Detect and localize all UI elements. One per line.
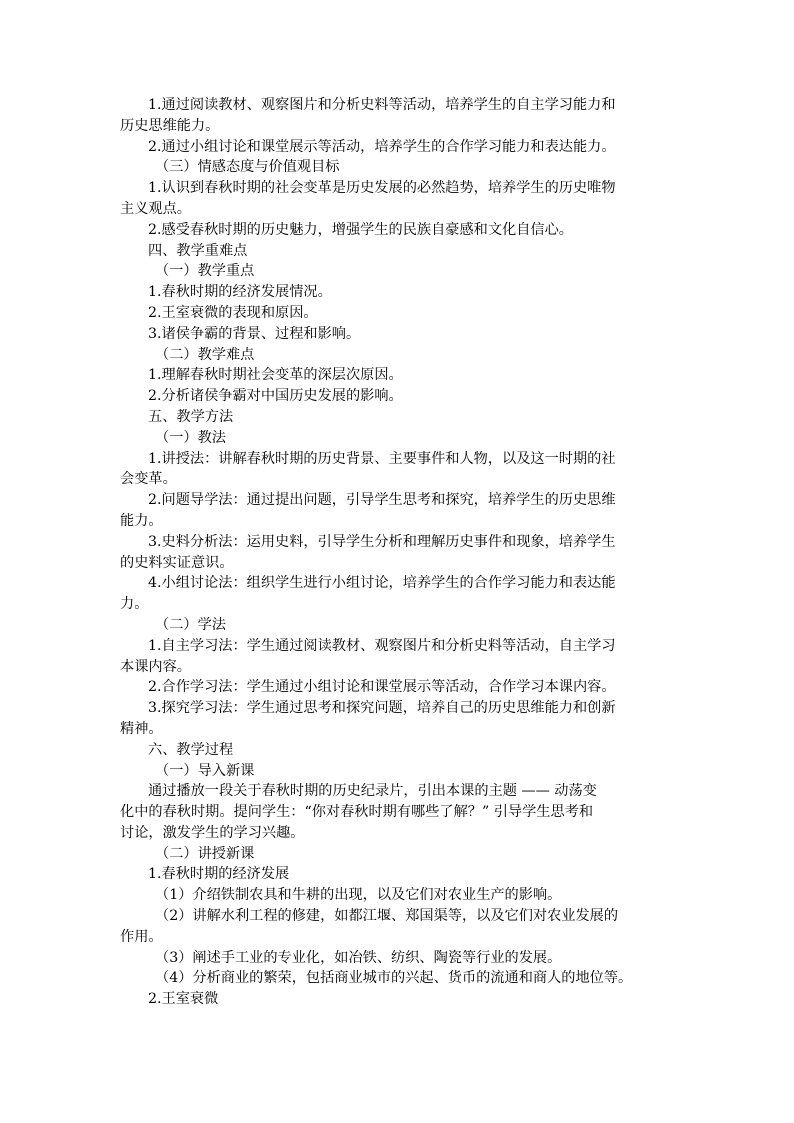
text-line: （4）分析商业的繁荣，包括商业城市的兴起、货币的流通和商人的地位等。 [155,970,633,987]
text-line: 的史料实证意识。 [120,554,234,571]
text-line: 能力。 [120,512,163,529]
text-line: 3.探究学习法：学生通过思考和探究问题，培养自己的历史思维能力和创新 [148,700,616,717]
text-line: 四、教学重难点 [148,242,248,259]
text-line: 2.通过小组讨论和课堂展示等活动，培养学生的合作学习能力和表达能力。 [148,138,616,155]
text-line: （一）导入新课 [155,762,255,779]
text-line: 3.史料分析法：运用史料，引导学生分析和理解历史事件和现象，培养学生 [148,533,616,550]
document-page [120,95,680,1010]
text-line: 1.自主学习法：学生通过阅读教材、观察图片和分析史料等活动，自主学习 [148,637,616,654]
text-line: 作用。 [120,928,163,945]
text-line: （二）教学难点 [155,346,255,363]
text-line: 精神。 [120,720,163,737]
text-line: （二）学法 [155,616,226,633]
text-line: 1.讲授法：讲解春秋时期的历史背景、主要事件和人物，以及这一时期的社 [148,450,616,467]
text-line: （一）教学重点 [155,263,255,280]
text-line: 2.王室衰微的表现和原因。 [148,304,318,321]
text-line: 1.春秋时期的经济发展 [148,866,290,883]
text-line: （一）教法 [155,429,226,446]
text-line: 会变革。 [120,471,177,488]
text-line: 4.小组讨论法：组织学生进行小组讨论，培养学生的合作学习能力和表达能 [148,575,616,592]
text-line: 通过播放一段关于春秋时期的历史纪录片，引出本课的主题 —— 动荡变 [148,783,597,800]
text-line: 讨论，激发学生的学习兴趣。 [120,824,305,841]
text-line: 3.诸侯争霸的背景、过程和影响。 [148,325,361,342]
text-line: 力。 [120,596,149,613]
text-line: 本课内容。 [120,658,191,675]
text-line: 主义观点。 [120,200,191,217]
text-line: （2）讲解水利工程的修建，如都江堰、郑国渠等，以及它们对农业发展的 [155,908,619,925]
text-line: 六、教学过程 [148,741,234,758]
text-line: 2.问题导学法：通过提出问题，引导学生思考和探究，培养学生的历史思维 [148,492,616,509]
text-line: 1.理解春秋时期社会变革的深层次原因。 [148,367,403,384]
text-line: 历史思维能力。 [120,117,220,134]
text-line: 1.春秋时期的经济发展情况。 [148,284,332,301]
text-line: （3）阐述手工业的专业化，如冶铁、纺织、陶瓷等行业的发展。 [155,949,562,966]
text-line: 2.合作学习法：学生通过小组讨论和课堂展示等活动，合作学习本课内容。 [148,679,616,696]
text-line: 1.认识到春秋时期的社会变革是历史发展的必然趋势，培养学生的历史唯物 [148,180,616,197]
text-line: （1）介绍铁制农具和牛耕的出现，以及它们对农业生产的影响。 [155,887,562,904]
text-line: 2.感受春秋时期的历史魅力，增强学生的民族自豪感和文化自信心。 [148,221,573,238]
text-line: 2.王室衰微 [148,991,219,1008]
text-line: （三）情感态度与价值观目标 [155,159,340,176]
text-line: 化中的春秋时期。提问学生：“你对春秋时期有哪些了解？” 引导学生思考和 [120,804,594,821]
text-line: 1.通过阅读教材、观察图片和分析史料等活动，培养学生的自主学习能力和 [148,97,616,113]
text-line: （二）讲授新课 [155,845,255,862]
text-line: 五、教学方法 [148,408,234,425]
text-line: 2.分析诸侯争霸对中国历史发展的影响。 [148,388,403,405]
